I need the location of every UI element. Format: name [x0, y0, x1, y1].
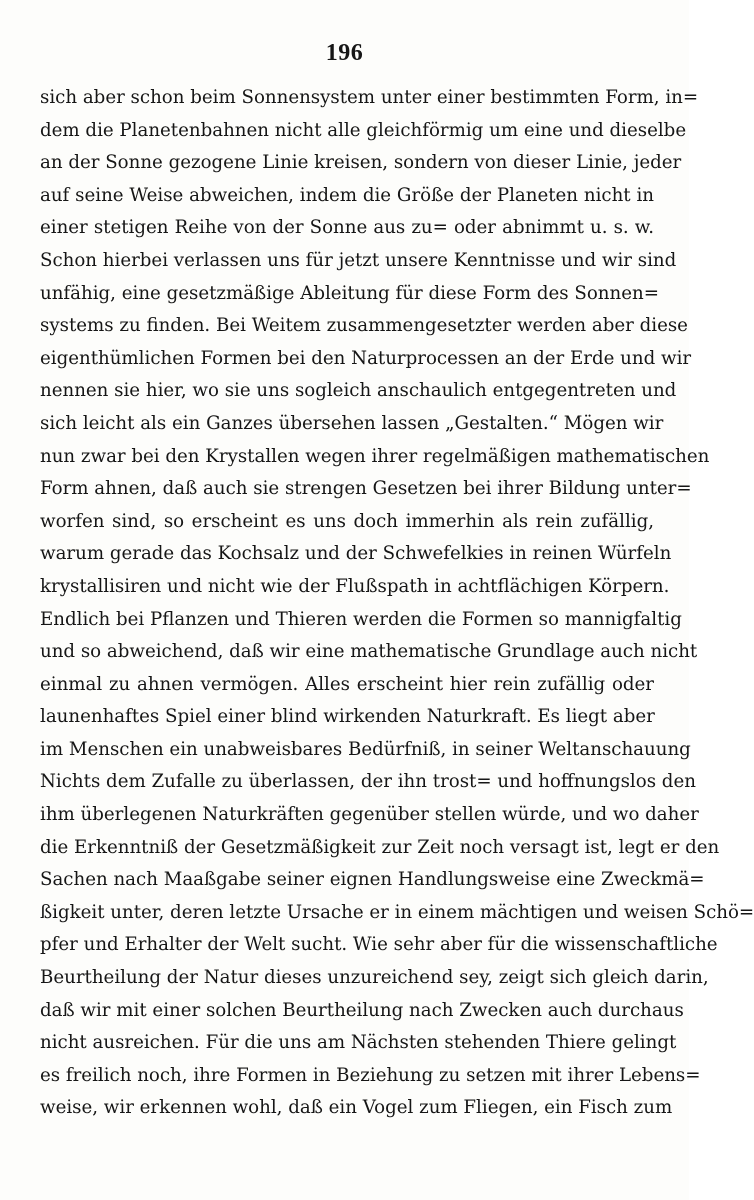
text-line: nennen sie hier, wo sie uns sogleich anschaulich entgegentreten und: [40, 380, 677, 402]
text-line: daß wir mit einer solchen Beurtheilung nach Zwecken auch durchaus: [40, 999, 684, 1021]
text-line: dem die Planetenbahnen nicht alle gleichförmig um eine und dieselbe: [40, 119, 687, 141]
text-line: unfähig, eine gesetzmäßige Ableitung für diese Form des Sonnen=: [40, 282, 659, 304]
text-line: sich aber schon beim Sonnensystem unter einer bestimmten Form, in=: [40, 87, 699, 108]
text-line: Beurtheilung der Natur dieses unzureichend sey, zeigt sich gleich darin,: [40, 967, 709, 989]
page-number: 196: [325, 40, 364, 66]
text-line: Form ahnen, daß auch sie strengen Gesetzen bei ihrer Bildung unter=: [40, 478, 692, 500]
text-line: Endlich bei Pflanzen und Thieren werden die Formen so mannigfaltig: [40, 608, 682, 630]
text-line: ßigkeit unter, deren letzte Ursache er in einem mächtigen und weisen Schö=: [40, 901, 754, 923]
text-line: auf seine Weise abweichen, indem die Größe der Planeten nicht in: [40, 184, 654, 206]
text-line: die Erkenntniß der Gesetzmäßigkeit zur Zeit noch versagt ist, legt er den: [40, 836, 720, 858]
text-line: systems zu finden. Bei Weitem zusammengesetzter werden aber diese: [40, 315, 688, 337]
text-line: Sachen nach Maaßgabe seiner eignen Handlungsweise eine Zweckmä=: [40, 869, 705, 891]
text-line: ihm überlegenen Naturkräften gegenüber stellen würde, und wo daher: [40, 804, 699, 826]
text-line: warum gerade das Kochsalz und der Schwefelkies in reinen Würfeln: [40, 543, 672, 565]
text-line: krystallisiren und nicht wie der Flußspath in achtflächigen Körpern.: [40, 575, 670, 597]
text-line: pfer und Erhalter der Welt sucht. Wie sehr aber für die wissenschaftliche: [40, 934, 718, 956]
text-line: im Menschen ein unabweisbares Bedürfniß, in seiner Weltanschauung: [40, 738, 691, 760]
text-line: eigenthümlichen Formen bei den Naturprocessen an der Erde und wir: [40, 347, 692, 369]
text-line: Schon hierbei verlassen uns für jetzt unsere Kenntnisse und wir sind: [40, 249, 677, 271]
text-line: weise, wir erkennen wohl, daß ein Vogel zum Fliegen, ein Fisch zum: [40, 1097, 673, 1119]
text-line: einer stetigen Reihe von der Sonne aus zu= oder abnimmt u. s. w.: [40, 217, 654, 239]
text-line: launenhaftes Spiel einer blind wirkenden Naturkraft. Es liegt aber: [40, 706, 655, 728]
text-line: es freilich noch, ihre Formen in Beziehung zu setzen mit ihrer Lebens=: [40, 1064, 701, 1086]
text-line: und so abweichend, daß wir eine mathematische Grundlage auch nicht: [40, 641, 698, 663]
text-line: einmal zu ahnen vermögen. Alles erscheint hier rein zufällig oder: [40, 673, 654, 695]
text-line: worfen sind, so erscheint es uns doch immerhin als rein zufällig,: [40, 510, 654, 532]
text-line: Nichts dem Zufalle zu überlassen, der ihn trost= und hoffnungslos den: [40, 771, 696, 793]
text-line: an der Sonne gezogene Linie kreisen, sondern von dieser Linie, jeder: [40, 152, 682, 174]
text-line: sich leicht als ein Ganzes übersehen lassen „Gestalten.“ Mögen wir: [40, 412, 664, 434]
text-line: nun zwar bei den Krystallen wegen ihrer regelmäßigen mathematischen: [40, 445, 710, 467]
body-text: [40, 82, 754, 1125]
text-line: nicht ausreichen. Für die uns am Nächsten stehenden Thiere gelingt: [40, 1032, 677, 1054]
